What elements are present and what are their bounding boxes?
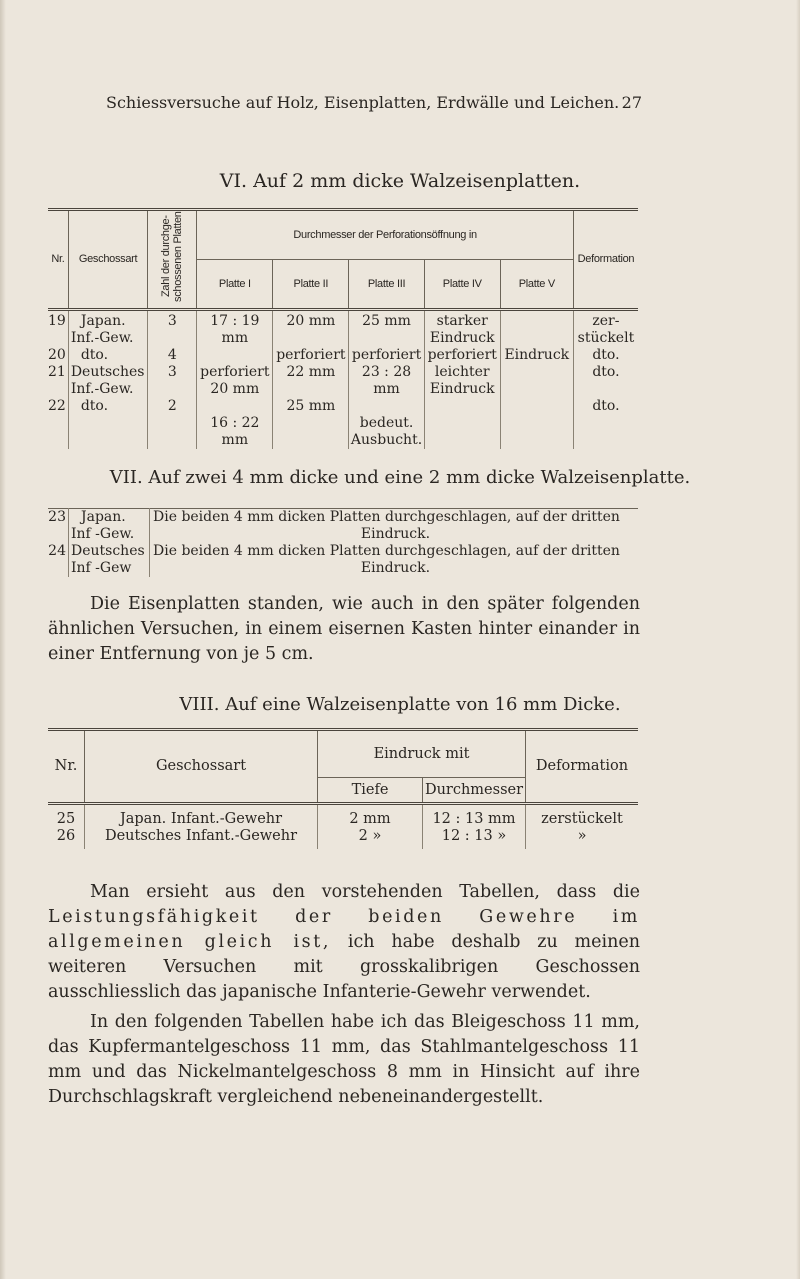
line: 20 mm	[286, 313, 336, 329]
cell-nr	[48, 310, 68, 450]
line: perforiert	[351, 347, 422, 363]
line: Deutsches	[70, 364, 145, 380]
cell-deformation	[573, 310, 638, 450]
line: 19	[48, 313, 66, 329]
cell-zahl	[148, 310, 197, 450]
section-vii-title: VII. Auf zwei 4 mm dicke und eine 2 mm dicke Walzeisenplatte.	[109, 467, 691, 488]
line: leichter	[434, 364, 490, 380]
line: Eindruck	[429, 330, 495, 346]
section-vi-title: VI. Auf 2 mm dicke Walzeisenplatten.	[219, 170, 581, 192]
cell-geschossart	[69, 509, 150, 544]
line	[148, 330, 196, 347]
col-geschossart-header: Geschossart	[85, 730, 318, 804]
paragraph-eisenplatten	[48, 592, 640, 667]
line: 20 mm	[210, 381, 260, 397]
cell-nr: 24	[48, 543, 66, 559]
table-row	[48, 804, 638, 829]
line: starker	[436, 313, 488, 329]
cell-tiefe: 2 »	[318, 828, 423, 849]
running-title: Schiessversuche auf Holz, Eisenplatten, Erdwälle und Leichen.	[106, 93, 620, 112]
line: 20	[48, 347, 66, 363]
line	[197, 398, 272, 415]
line: 22 mm	[286, 364, 336, 380]
cell-platte-4	[424, 310, 500, 450]
line: 17 : 19 mm	[210, 313, 260, 346]
line: Eindruck	[429, 381, 495, 397]
cell-result	[150, 543, 639, 577]
line: Die beiden 4 mm dicken Platten durchgeschlagen, auf der dritten	[153, 509, 620, 525]
col-platte-1: Platte I	[197, 260, 273, 310]
col-platte-2: Platte II	[273, 260, 349, 310]
line: Eindruck	[504, 347, 570, 363]
cell-geschossart: Japan. Infant.-Gewehr	[85, 804, 318, 829]
line	[273, 330, 348, 347]
col-zahl-label: Zahl der durchge- schossenen Platten	[160, 211, 185, 302]
line: Ausbucht.	[350, 432, 423, 448]
col-durchmesser-header: Durchmesser	[423, 778, 526, 804]
line: zer-	[592, 313, 620, 329]
cell-platte-5	[500, 310, 573, 450]
cell-platte-1	[197, 310, 273, 450]
cell-geschossart	[69, 543, 150, 577]
line: Eindruck.	[360, 526, 431, 542]
line: 22	[48, 398, 66, 414]
cell-nr: 23	[48, 509, 66, 525]
line: dto.	[592, 364, 620, 380]
line	[349, 330, 423, 347]
line: dto.	[592, 347, 620, 363]
line: Eindruck.	[360, 560, 431, 576]
text-run: ich habe deshalb zu meinen weiteren Versuchen mit grosskalibrigen Geschossen ausschliesslich das japanische Infanterie-Gewehr verwendet.	[48, 932, 640, 1002]
line	[48, 330, 66, 347]
line: stückelt	[577, 330, 635, 346]
line	[48, 381, 66, 398]
table-vii	[48, 508, 638, 577]
table-row	[48, 543, 638, 577]
table-vi	[48, 208, 638, 449]
page-number: 27	[621, 93, 642, 112]
paragraph-text: Die Eisenplatten standen, wie auch in den später folgenden ähnlichen Versuchen, in einem eisernen Kasten hinter einander in einer Entfernung von je 5 cm.	[48, 594, 640, 664]
paragraph-next-tables	[48, 1010, 640, 1110]
col-nr-header: Nr.	[54, 758, 78, 774]
line: dto.	[592, 398, 620, 414]
line: perforiert	[276, 347, 346, 363]
line: Inf -Gew	[71, 560, 132, 576]
line	[574, 381, 638, 398]
line: bedeut.	[359, 415, 414, 431]
cell-geschossart	[68, 310, 148, 450]
line: Japan.	[80, 313, 126, 329]
line	[349, 398, 423, 415]
cell-durchmesser: 12 : 13 mm	[423, 804, 526, 829]
cell-nr: 26	[56, 828, 76, 844]
section-viii-title: VIII. Auf eine Walzeisenplatte von 16 mm Dicke.	[179, 694, 621, 715]
col-zahl-header	[148, 210, 197, 310]
col-durchmesser-header: Durchmesser der Perforationsöffnung in	[197, 210, 574, 260]
line: Inf -Gew.	[71, 526, 135, 542]
line: Deutsches	[71, 543, 145, 559]
emphasized-text: Leistungsfähigkeit der beiden Gewehre im allgemeinen gleich ist,	[48, 907, 640, 952]
line: Inf.-Gew.	[70, 381, 134, 397]
cell-deformation: »	[526, 828, 639, 849]
line: 3	[167, 313, 177, 329]
paragraph-conclusion	[48, 880, 640, 1005]
line: 16 : 22 mm	[210, 415, 260, 448]
table-row	[48, 509, 638, 544]
col-eindruck-header: Eindruck mit	[318, 730, 526, 778]
line: 25 mm	[286, 398, 336, 414]
cell-deformation: zerstückelt	[526, 804, 639, 829]
line: 21	[48, 364, 66, 380]
col-platte-4: Platte IV	[424, 260, 500, 310]
paragraph-text	[48, 880, 640, 1005]
line: dto.	[80, 347, 109, 363]
cell-geschossart: Deutsches Infant.-Gewehr	[85, 828, 318, 849]
col-tiefe-header: Tiefe	[318, 778, 423, 804]
cell-tiefe: 2 mm	[318, 804, 423, 829]
text-run: Man ersieht aus den vorstehenden Tabellen, dass die	[90, 882, 640, 902]
line: Japan.	[81, 509, 126, 525]
line: 4	[167, 347, 177, 363]
cell-platte-2	[273, 310, 349, 450]
line: 23 : 28 mm	[361, 364, 412, 397]
running-header	[106, 93, 642, 112]
cell-platte-3	[349, 310, 424, 450]
cell-durchmesser: 12 : 13 »	[423, 828, 526, 849]
line	[197, 347, 272, 364]
line: 25 mm	[362, 313, 411, 329]
line	[501, 330, 573, 347]
line	[48, 415, 66, 432]
line	[501, 313, 573, 330]
line	[273, 381, 348, 398]
cell-nr: 25	[48, 804, 85, 829]
table-viii	[48, 728, 638, 849]
line: 2	[167, 398, 177, 414]
col-platte-3: Platte III	[349, 260, 424, 310]
table-row	[48, 310, 638, 450]
cell-result	[150, 509, 639, 544]
col-nr-header: Nr.	[51, 253, 65, 265]
line: perforiert	[427, 347, 497, 363]
col-platte-5: Platte V	[500, 260, 573, 310]
line: 3	[167, 364, 177, 380]
table-row	[48, 828, 638, 849]
col-deformation-header: Deformation	[573, 210, 638, 310]
paragraph-text: In den folgenden Tabellen habe ich das Bleigeschoss 11 mm, das Kupfermantelgeschoss 11 mm, das Stahlmantelgeschoss 11 mm und das Nickelmantelgeschoss 8 mm in Hinsicht auf ihre Durchschlagskraft vergleichend nebeneinandergestellt.	[48, 1012, 640, 1107]
col-deformation-header: Deformation	[526, 730, 639, 804]
col-geschossart-header: Geschossart	[68, 210, 148, 310]
line: perforiert	[200, 364, 270, 380]
line: Inf.-Gew.	[70, 330, 134, 346]
line: dto.	[80, 398, 109, 414]
line	[148, 381, 196, 398]
line: Die beiden 4 mm dicken Platten durchgeschlagen, auf der dritten	[153, 543, 620, 559]
